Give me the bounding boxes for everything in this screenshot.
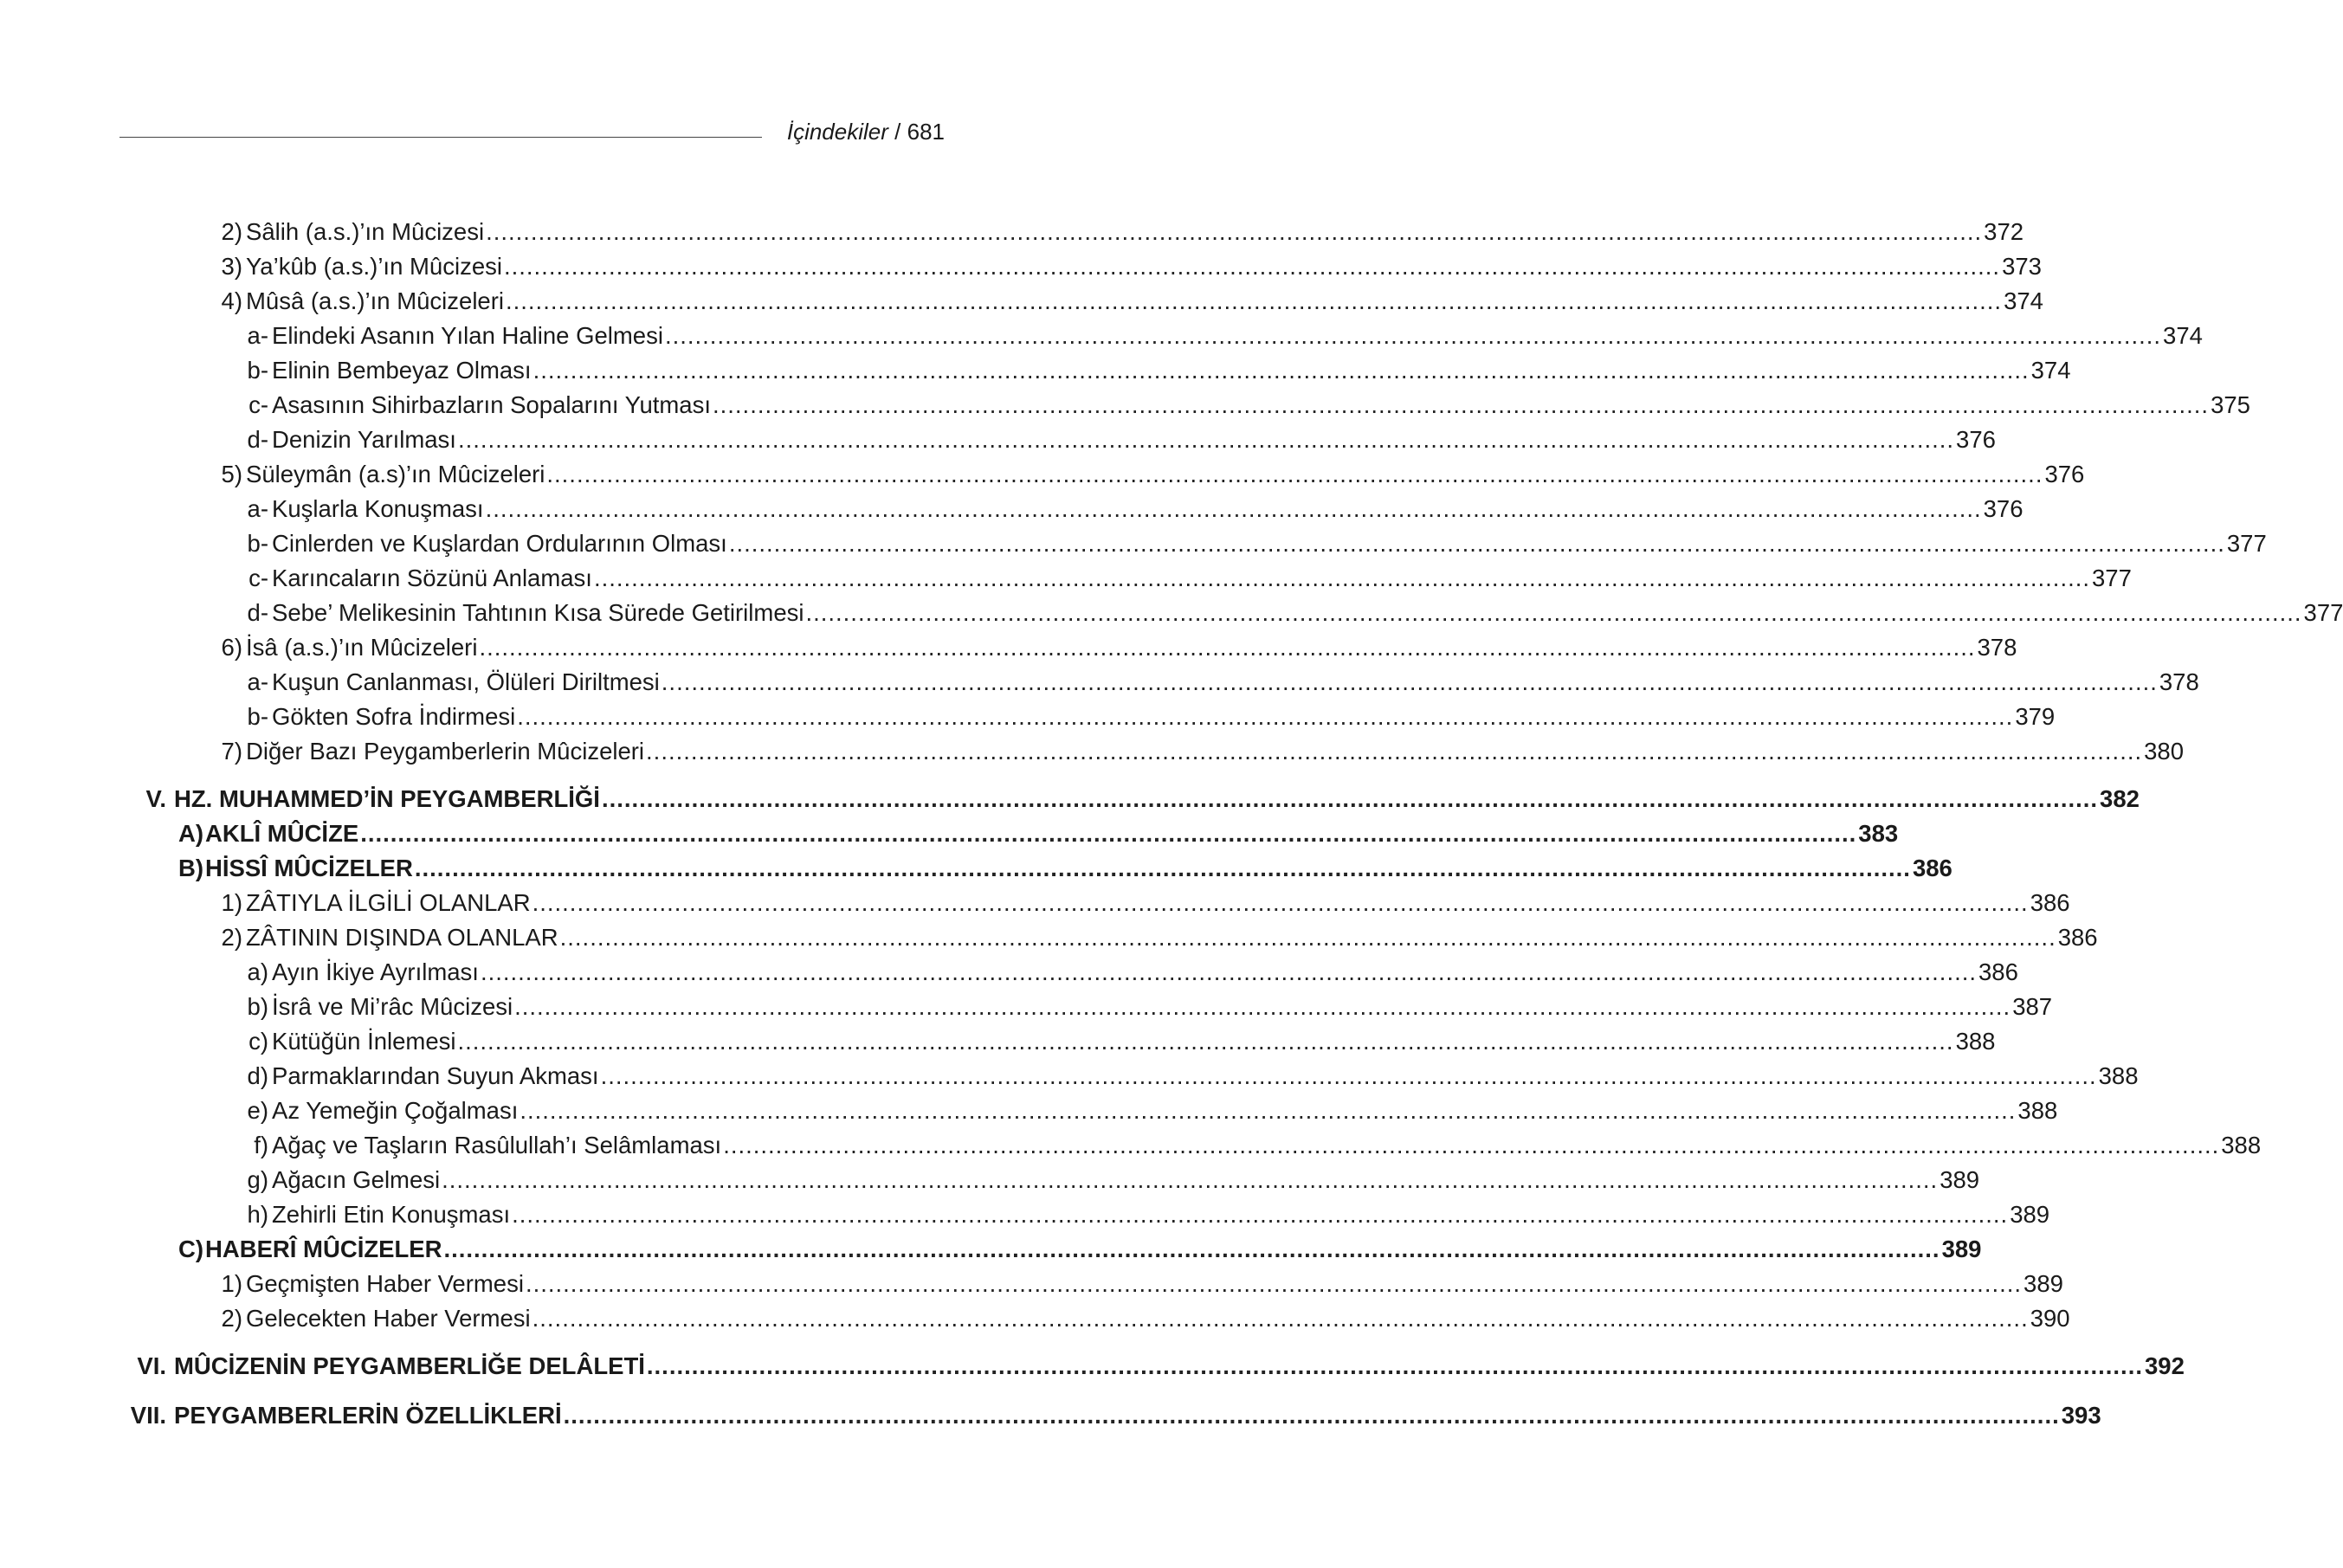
leader-dots: ........................................................................................................................................................................................................ [514,993,2011,1020]
toc-entry-number: 3) [221,253,242,280]
toc-entry [0,955,2018,990]
toc-entry-number: VII. [130,1402,166,1429]
toc-entry-page: 383 [1858,820,1899,847]
toc-entry-line [272,492,2024,526]
toc-entry-number: a- [247,495,268,522]
toc-entry [0,886,2070,920]
toc-entry-line [272,388,2250,423]
toc-entry-title: HABERÎ MÛCİZELER [205,1236,442,1262]
toc-entry-title: ZÂTIYLA İLGİLİ OLANLAR [246,889,531,916]
leader-dots: ........................................................................................................................................................................................................ [532,889,2029,916]
toc-entry [0,1267,2063,1301]
toc-entry-page: 376 [2044,461,2085,487]
toc-entry-page: 393 [2061,1402,2101,1429]
leader-dots: ........................................................................................................................................................................................................ [713,391,2210,418]
toc-entry-title: Elindeki Asanın Yılan Haline Gelmesi [272,322,663,349]
toc-entry [0,215,2024,249]
toc-entry-page: 389 [1941,1236,1982,1262]
toc-entry-number: d- [247,599,268,626]
header-rule [119,137,762,138]
toc-entry-number: b- [247,530,268,557]
leader-dots: ........................................................................................................................................................................................................ [457,426,1955,453]
toc-entry-title: Asasının Sihirbazların Sopalarını Yutması [272,391,711,418]
toc-entry-line [246,284,2043,319]
toc-entry-number: V. [145,785,166,812]
toc-entry-page: 387 [2012,993,2053,1020]
toc-entry-number: 7) [221,738,242,765]
toc-entry [0,526,2267,561]
leader-dots: ........................................................................................................................................................................................................ [532,357,2030,384]
toc-entry-title: PEYGAMBERLERİN ÖZELLİKLERİ [174,1402,562,1429]
toc-entry-line [174,1398,2101,1433]
toc-entry-line [272,665,2199,700]
toc-entry-page: 389 [2010,1201,2050,1228]
toc-entry-page: 389 [1940,1166,1980,1193]
toc-entry-number: 6) [221,634,242,661]
leader-dots: ........................................................................................................................................................................................................ [442,1166,1939,1193]
toc-entry-line [272,596,2343,630]
toc-entry-number: b- [247,703,268,730]
toc-entry [0,1163,1980,1197]
toc-entry-title: Kuşun Canlanması, Ölüleri Diriltmesi [272,668,660,695]
leader-dots: ........................................................................................................................................................................................................ [646,1352,2143,1379]
toc-entry-number: g) [247,1166,268,1193]
toc-entry [0,457,2085,492]
toc-entry [0,1197,2050,1232]
toc-entry-page: 376 [1983,495,2024,522]
toc-entry-number: f) [254,1132,268,1158]
toc-entry-title: Mûsâ (a.s.)’ın Mûcizeleri [246,287,504,314]
leader-dots: ........................................................................................................................................................................................................ [479,634,1976,661]
toc-entry [0,816,1899,851]
toc-entry-number: c- [248,391,268,418]
leader-dots: ........................................................................................................................................................................................................ [723,1132,2220,1158]
toc-entry-line [272,526,2267,561]
toc-entry-page: 377 [2226,530,2267,557]
toc-entry-line [246,249,2042,284]
leader-dots: ........................................................................................................................................................................................................ [360,820,1857,847]
toc-entry-page: 388 [1955,1028,1996,1055]
toc-entry-page: 378 [1977,634,2017,661]
toc-entry-line [272,700,2056,734]
toc-entry-title: MÛCİZENİN PEYGAMBERLİĞE DELÂLETİ [174,1352,645,1379]
toc-entry-page: 374 [2163,322,2203,349]
toc-entry-title: Ağaç ve Taşların Rasûlullah’ı Selâmlaması [272,1132,722,1158]
toc-entry-number: a) [247,958,268,985]
toc-entry-page: 377 [2303,599,2343,626]
toc-entry [0,388,2250,423]
toc-entry-page: 386 [2057,924,2098,951]
toc-entry [0,492,2024,526]
toc-entry-page: 374 [2004,287,2043,314]
toc-entry-number: A) [178,820,203,847]
toc-entry-line [174,1349,2185,1384]
toc-entry-line [205,816,1899,851]
toc-entry [0,851,1952,886]
toc-entry-number: b- [247,357,268,384]
toc-entry-title: Diğer Bazı Peygamberlerin Mûcizeleri [246,738,645,765]
toc-entry-line [246,215,2024,249]
toc-entry-title: Cinlerden ve Kuşlardan Ordularının Olması [272,530,727,557]
toc-entry-number: 5) [221,461,242,487]
toc-entry-page: 377 [2092,565,2132,591]
toc-entry-page: 379 [2015,703,2056,730]
leader-dots: ........................................................................................................................................................................................................ [532,1305,2029,1332]
toc-entry-title: İsrâ ve Mi’râc Mûcizesi [272,993,513,1020]
toc-entry-page: 386 [1912,855,1952,881]
toc-entry [0,353,2071,388]
toc-entry-number: e) [247,1097,268,1124]
toc-entry-number: a- [247,668,268,695]
toc-entry [0,423,1996,457]
toc-entry-page: 386 [1978,958,2018,985]
toc-entry-title: İsâ (a.s.)’ın Mûcizeleri [246,634,478,661]
toc-entry [0,734,2185,769]
toc-entry-title: ZÂTININ DIŞINDA OLANLAR [246,924,558,951]
toc-entry-title: Sebe’ Melikesinin Tahtının Kısa Sürede Getirilmesi [272,599,804,626]
leader-dots: ........................................................................................................................................................................................................ [485,495,1982,522]
toc-entry-title: Geçmişten Haber Vermesi [246,1270,524,1297]
toc-entry-title: Gelecekten Haber Vermesi [246,1305,531,1332]
toc-entry-number: 4) [221,287,242,314]
toc-entry-title: Sâlih (a.s.)’ın Mûcizesi [246,218,485,245]
toc-entry [0,1059,2139,1094]
leader-dots: ........................................................................................................................................................................................................ [563,1402,2060,1429]
toc-entry-line [272,955,2018,990]
header-title: İçindekiler [786,119,888,145]
toc-entry-page: 390 [2030,1305,2070,1332]
toc-entry-line [246,920,2098,955]
toc-entry-number: h) [247,1201,268,1228]
toc-entry-page: 375 [2211,391,2250,418]
toc-entry-line [272,319,2203,353]
toc-entry-line [272,1094,2058,1128]
toc-entry-number: d) [247,1062,268,1089]
toc-entry-page: 378 [2159,668,2199,695]
leader-dots: ........................................................................................................................................................................................................ [805,599,2302,626]
toc-entry [0,920,2098,955]
toc-entry [0,1349,2185,1384]
toc-entry-title: Kuşlarla Konuşması [272,495,484,522]
toc-entry-title: Elinin Bembeyaz Olması [272,357,532,384]
toc-entry-number: 1) [221,889,242,916]
toc-entry-line [272,990,2053,1024]
toc-entry-number: C) [178,1236,203,1262]
toc-entry-title: Ayın İkiye Ayrılması [272,958,479,985]
toc-entry-page: 388 [2017,1097,2058,1124]
toc-entry-line [272,423,1996,457]
toc-entry [0,782,2140,816]
toc-entry-line [205,1232,1982,1267]
toc-entry-title: Süleymân (a.s)’ın Mûcizeleri [246,461,545,487]
toc-entry [0,561,2132,596]
toc-entry-line [272,353,2071,388]
toc-entry-page: 372 [1984,218,2024,245]
toc-entry-page: 382 [2100,785,2140,812]
toc-entry-number: 2) [221,924,242,951]
leader-dots: ........................................................................................................................................................................................................ [414,855,1911,881]
toc-entry [0,1232,1982,1267]
toc-entry-line [246,734,2185,769]
toc-entry-page: 386 [2030,889,2070,916]
toc-entry-number: 2) [221,1305,242,1332]
leader-dots: ........................................................................................................................................................................................................ [512,1201,2009,1228]
toc-entry-line [272,1128,2262,1163]
toc-entry-page: 373 [2002,253,2042,280]
leader-dots: ........................................................................................................................................................................................................ [546,461,2043,487]
leader-dots: ........................................................................................................................................................................................................ [600,1062,2097,1089]
toc-entry-number: c- [248,565,268,591]
toc-entry-number: a- [247,322,268,349]
toc-entry-number: c) [248,1028,268,1055]
toc-entry [0,1398,2101,1433]
toc-entry [0,665,2199,700]
toc-entry-page: 376 [1956,426,1996,453]
toc-entry-title: Ağacın Gelmesi [272,1166,441,1193]
leader-dots: ........................................................................................................................................................................................................ [520,1097,2017,1124]
toc-entry [0,1094,2058,1128]
toc-entry [0,284,2043,319]
toc-entry-title: HZ. MUHAMMED’İN PEYGAMBERLİĞİ [174,785,600,812]
toc-entry-title: AKLÎ MÛCİZE [205,820,359,847]
toc-entry-title: Az Yemeğin Çoğalması [272,1097,519,1124]
toc-entry-number: d- [247,426,268,453]
toc-entry [0,1024,1996,1059]
toc-entry [0,1128,2262,1163]
leader-dots: ........................................................................................................................................................................................................ [593,565,2091,591]
toc-entry-line [272,1197,2050,1232]
toc-entry-line [272,1059,2139,1094]
toc-entry [0,596,2343,630]
toc-entry [0,700,2056,734]
toc-entry-line [246,457,2085,492]
toc-entry-page: 388 [2098,1062,2139,1089]
toc-entry-line [246,1301,2070,1336]
leader-dots: ........................................................................................................................................................................................................ [525,1270,2023,1297]
toc-entry [0,1301,2070,1336]
leader-dots: ........................................................................................................................................................................................................ [480,958,1978,985]
leader-dots: ........................................................................................................................................................................................................ [457,1028,1954,1055]
toc-entry-title: Denizin Yarılması [272,426,456,453]
header-page-number: 681 [907,119,945,145]
leader-dots: ........................................................................................................................................................................................................ [601,785,2099,812]
leader-dots: ........................................................................................................................................................................................................ [728,530,2225,557]
toc-entry-number: b) [247,993,268,1020]
header-separator: / [894,119,901,145]
toc-entry [0,990,2053,1024]
leader-dots: ........................................................................................................................................................................................................ [517,703,2014,730]
toc-entry-number: B) [178,855,203,881]
toc-entry-title: Gökten Sofra İndirmesi [272,703,516,730]
toc-entry-number: 1) [221,1270,242,1297]
toc-entry-page: 392 [2144,1352,2185,1379]
leader-dots: ........................................................................................................................................................................................................ [559,924,2056,951]
toc-entry [0,630,2017,665]
toc-entry-line [174,782,2140,816]
toc-entry-title: Kütüğün İnlemesi [272,1028,456,1055]
leader-dots: ........................................................................................................................................................................................................ [646,738,2143,765]
toc-entry-number: VI. [137,1352,166,1379]
toc-entry-line [205,851,1952,886]
toc-entry-line [272,1163,1980,1197]
leader-dots: ........................................................................................................................................................................................................ [661,668,2158,695]
toc-entry-title: Karıncaların Sözünü Anlaması [272,565,592,591]
toc-entry-title: Zehirli Etin Konuşması [272,1201,511,1228]
toc-entry [0,249,2042,284]
toc-entry-page: 388 [2221,1132,2262,1158]
toc-entry-page: 380 [2144,738,2185,765]
toc-entry-page: 374 [2030,357,2071,384]
toc-entry-line [246,886,2070,920]
toc-entry [0,319,2203,353]
toc-entry-line [272,561,2132,596]
leader-dots: ........................................................................................................................................................................................................ [503,253,2001,280]
toc-entry-title: HİSSÎ MÛCİZELER [205,855,413,881]
toc-entry-number: 2) [221,218,242,245]
toc-entry-title: Parmaklarından Suyun Akması [272,1062,599,1089]
toc-entry-page: 389 [2024,1270,2063,1297]
leader-dots: ........................................................................................................................................................................................................ [506,287,2003,314]
toc-entry-line [246,630,2017,665]
leader-dots: ........................................................................................................................................................................................................ [664,322,2162,349]
toc-entry-line [246,1267,2063,1301]
leader-dots: ........................................................................................................................................................................................................ [486,218,1983,245]
toc-entry-title: Ya’kûb (a.s.)’ın Mûcizesi [246,253,502,280]
leader-dots: ........................................................................................................................................................................................................ [443,1236,1940,1262]
running-header [787,119,945,145]
toc-entry-line [272,1024,1996,1059]
